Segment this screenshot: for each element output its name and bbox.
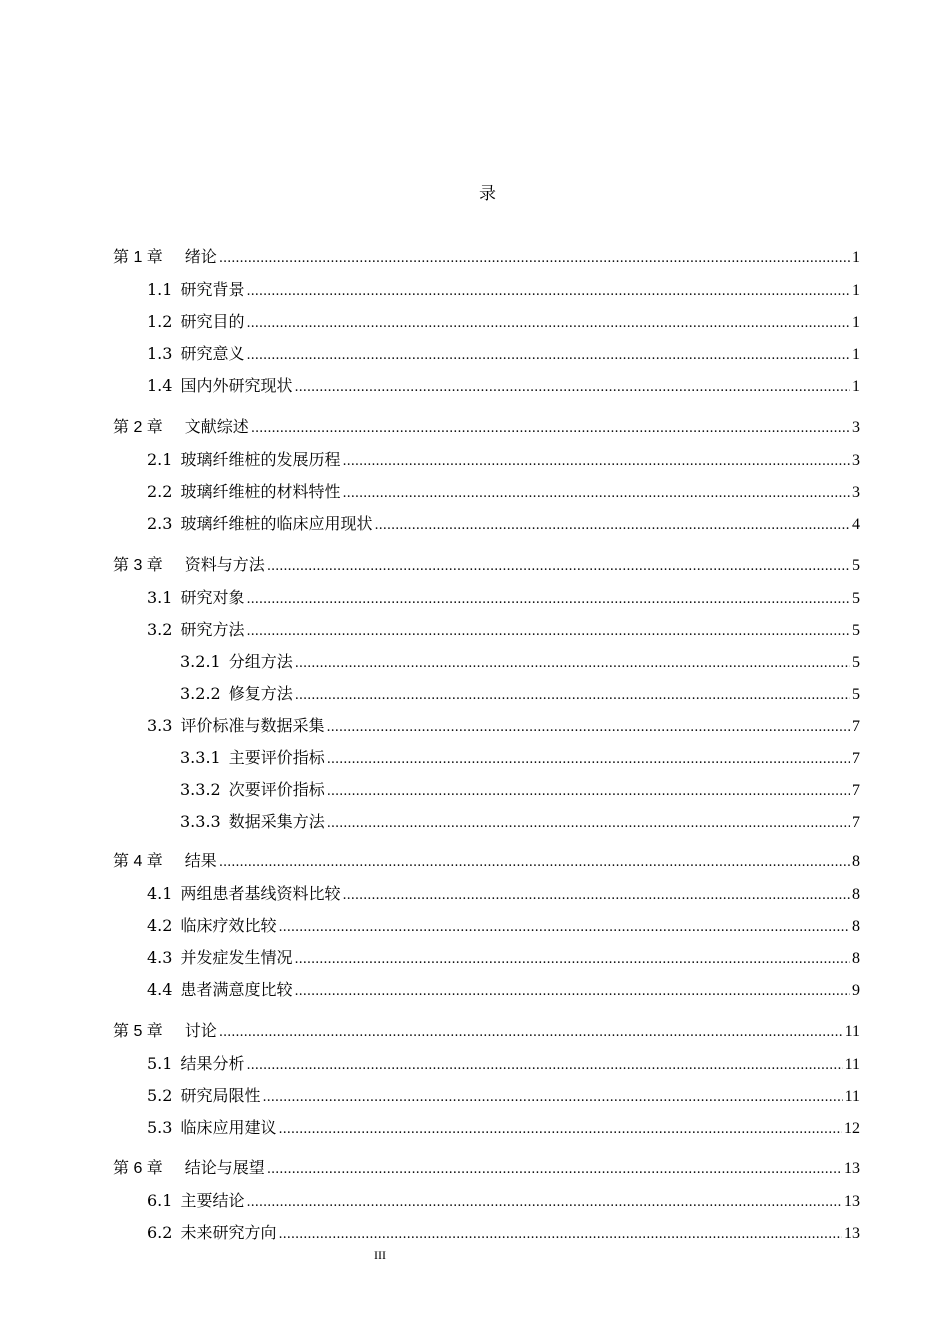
toc-entry-page: 7 [852,750,860,767]
toc-chapter-entry[interactable] [113,850,860,874]
toc-entry-number: 1.4 [147,376,173,395]
toc-chapter-entry[interactable] [113,246,860,270]
toc-entry-number: 2.3 [147,514,173,533]
page-title: 录 [479,184,496,204]
toc-dot-leader [246,312,850,336]
toc-section-entry[interactable] [147,310,860,334]
toc-entry-title: 研究对象 [180,588,245,607]
toc-dot-leader [327,748,850,772]
toc-entry-page: 7 [852,782,860,799]
toc-subsection-entry[interactable] [180,746,860,770]
toc-entry-title: 绪论 [184,249,217,266]
toc-entry-title: 评价标准与数据采集 [180,716,325,735]
toc-entry-title: 玻璃纤维桩的临床应用现状 [180,514,373,533]
toc-entry-number: 3.3.1 [180,748,221,767]
toc-section-entry[interactable] [147,946,860,970]
toc-section-entry[interactable] [147,1084,860,1108]
toc-chapter-entry[interactable] [113,1020,860,1044]
toc-entry-page: 7 [852,814,860,831]
toc-entry-page: 3 [852,452,860,469]
toc-entry-page: 1 [852,346,860,363]
toc-entry-title: 临床应用建议 [180,1118,277,1137]
toc-entry-page: 3 [852,419,860,436]
toc-entry-page: 5 [852,686,860,703]
toc-entry-number: 4.4 [147,980,173,999]
toc-entry-page: 5 [852,622,860,639]
toc-section-entry[interactable] [147,882,860,906]
toc-entry-number: 第 3 章 [113,557,163,574]
toc-entry-number: 6.2 [147,1223,173,1242]
toc-dot-leader [246,620,850,644]
toc-entry-number: 5.3 [147,1118,173,1137]
toc-dot-leader [246,588,850,612]
toc-entry-number: 第 2 章 [113,419,163,436]
toc-entry-title: 患者满意度比较 [180,980,293,999]
toc-dot-leader [342,884,850,908]
toc-entry-number: 1.3 [147,344,173,363]
toc-section-entry[interactable] [147,342,860,366]
toc-section-entry[interactable] [147,1189,860,1213]
toc-entry-number: 4.2 [147,916,173,935]
toc-entry-number: 4.3 [147,948,173,967]
toc-entry-number: 1.1 [147,280,173,299]
toc-section-entry[interactable] [147,714,860,738]
toc-entry-page: 5 [852,590,860,607]
toc-dot-leader [219,851,850,875]
toc-dot-leader [342,482,850,506]
toc-entry-title: 研究方法 [180,620,245,639]
toc-section-entry[interactable] [147,978,860,1002]
toc-chapter-entry[interactable] [113,1157,860,1181]
toc-entry-number: 4.1 [147,884,173,903]
toc-entry-page: 11 [844,1023,860,1040]
toc-subsection-entry[interactable] [180,810,860,834]
toc-entry-page: 13 [844,1225,860,1242]
toc-entry-page: 1 [852,314,860,331]
toc-entry-page: 8 [852,950,860,967]
toc-dot-leader [251,417,850,441]
toc-entry-number: 3.1 [147,588,173,607]
toc-entry-number: 5.2 [147,1086,173,1105]
toc-section-entry[interactable] [147,1116,860,1140]
toc-entry-page: 8 [852,886,860,903]
toc-section-entry[interactable] [147,1221,860,1245]
toc-section-entry[interactable] [147,914,860,938]
toc-entry-title: 研究意义 [180,344,245,363]
toc-dot-leader [219,247,850,271]
toc-entry-page: 11 [844,1056,860,1073]
page-number-footer: III [374,1248,386,1262]
toc-entry-number: 第 5 章 [113,1023,163,1040]
toc-entry-title: 分组方法 [228,652,293,671]
toc-entry-title: 主要评价指标 [228,748,325,767]
toc-entry-number: 3.2.2 [180,684,221,703]
toc-entry-number: 3.3 [147,716,173,735]
toc-section-entry[interactable] [147,278,860,302]
toc-entry-number: 3.2 [147,620,173,639]
toc-entry-title: 研究局限性 [180,1086,261,1105]
toc-dot-leader [219,1021,843,1045]
toc-entry-title: 玻璃纤维桩的材料特性 [180,482,341,501]
toc-dot-leader [262,1086,842,1110]
toc-chapter-entry[interactable] [113,416,860,440]
toc-dot-leader [267,555,850,579]
toc-subsection-entry[interactable] [180,682,860,706]
toc-entry-title: 主要结论 [180,1191,245,1210]
toc-entry-title: 两组患者基线资料比较 [180,884,341,903]
toc-entry-number: 3.2.1 [180,652,221,671]
toc-entry-number: 2.1 [147,450,173,469]
toc-entry-number: 1.2 [147,312,173,331]
toc-entry-page: 11 [844,1088,860,1105]
toc-entry-number: 3.3.2 [180,780,221,799]
toc-entry-title: 次要评价指标 [228,780,325,799]
toc-dot-leader [374,514,850,538]
toc-entry-page: 4 [852,516,860,533]
toc-entry-page: 12 [844,1120,860,1137]
toc-entry-title: 结果分析 [180,1054,245,1073]
toc-entry-page: 13 [844,1193,860,1210]
toc-entry-page: 13 [844,1160,860,1177]
toc-entry-title: 临床疗效比较 [180,916,277,935]
toc-dot-leader [295,652,850,676]
toc-entry-title: 国内外研究现状 [180,376,293,395]
toc-entry-title: 文献综述 [184,419,249,436]
toc-section-entry[interactable] [147,586,860,610]
toc-section-entry[interactable] [147,1052,860,1076]
toc-entry-title: 数据采集方法 [228,812,325,831]
toc-entry-number: 第 1 章 [113,249,163,266]
toc-section-entry[interactable] [147,512,860,536]
toc-entry-page: 5 [852,654,860,671]
toc-entry-title: 结果 [184,853,217,870]
toc-section-entry[interactable] [147,374,860,398]
toc-entry-page: 8 [852,853,860,870]
toc-entry-number: 5.1 [147,1054,173,1073]
toc-dot-leader [294,376,850,400]
toc-entry-number: 2.2 [147,482,173,501]
toc-entry-title: 研究目的 [180,312,245,331]
toc-entry-number: 第 4 章 [113,853,163,870]
toc-dot-leader [327,812,850,836]
toc-dot-leader [246,344,850,368]
toc-dot-leader [278,1223,842,1247]
toc-dot-leader [278,916,850,940]
toc-dot-leader [326,716,850,740]
toc-section-entry[interactable] [147,480,860,504]
toc-entry-title: 讨论 [184,1023,217,1040]
toc-dot-leader [294,980,850,1004]
toc-entry-title: 未来研究方向 [180,1223,277,1242]
toc-dot-leader [267,1158,842,1182]
toc-dot-leader [342,450,850,474]
toc-entry-title: 修复方法 [228,684,293,703]
toc-entry-page: 3 [852,484,860,501]
toc-dot-leader [327,780,850,804]
toc-entry-title: 玻璃纤维桩的发展历程 [180,450,341,469]
toc-entry-page: 5 [852,557,860,574]
toc-entry-page: 9 [852,982,860,999]
toc-entry-title: 研究背景 [180,280,245,299]
toc-dot-leader [246,1191,842,1215]
toc-entry-title: 结论与展望 [184,1160,265,1177]
toc-dot-leader [246,280,850,304]
toc-entry-page: 8 [852,918,860,935]
toc-section-entry[interactable] [147,448,860,472]
toc-entry-page: 1 [852,378,860,395]
toc-entry-number: 第 6 章 [113,1160,163,1177]
toc-dot-leader [294,948,850,972]
toc-entry-title: 并发症发生情况 [180,948,293,967]
toc-entry-page: 7 [852,718,860,735]
toc-entry-number: 6.1 [147,1191,173,1210]
toc-entry-title: 资料与方法 [184,557,265,574]
toc-subsection-entry[interactable] [180,778,860,802]
toc-dot-leader [278,1118,842,1142]
toc-section-entry[interactable] [147,618,860,642]
toc-dot-leader [295,684,850,708]
toc-entry-page: 1 [852,282,860,299]
toc-dot-leader [246,1054,842,1078]
toc-subsection-entry[interactable] [180,650,860,674]
toc-chapter-entry[interactable] [113,554,860,578]
toc-entry-page: 1 [852,249,860,266]
toc-entry-number: 3.3.3 [180,812,221,831]
